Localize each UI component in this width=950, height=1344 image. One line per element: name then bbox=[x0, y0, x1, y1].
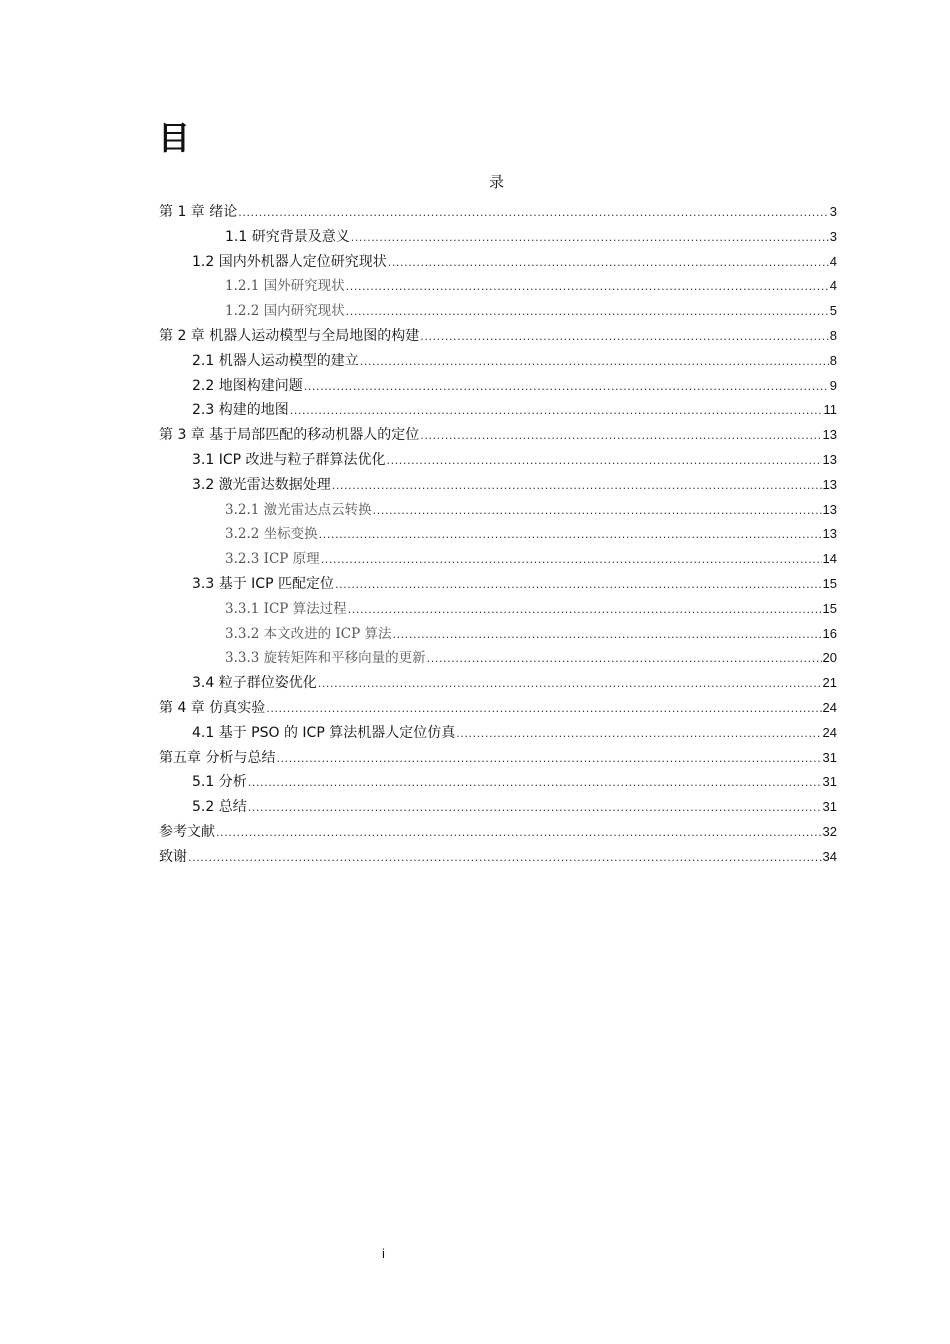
toc-entry-page-number: 11 bbox=[823, 402, 837, 418]
toc-dot-leader bbox=[335, 573, 822, 598]
toc-dot-leader bbox=[332, 474, 822, 499]
toc-entry-label: 2.3 构建的地图 bbox=[192, 402, 289, 419]
toc-entry[interactable] bbox=[159, 547, 837, 572]
toc-entry-label: 1.2.2 国内研究现状 bbox=[225, 303, 345, 320]
toc-entry-label: 1.2 国内外机器人定位研究现状 bbox=[192, 253, 387, 270]
toc-entry[interactable] bbox=[159, 374, 837, 399]
toc-entry-label: 2.1 机器人运动模型的建立 bbox=[192, 352, 359, 369]
toc-entry-label: 3.3.3 旋转矩阵和平移向量的更新 bbox=[225, 650, 426, 667]
toc-entry[interactable] bbox=[159, 423, 837, 448]
toc-entry-label: 3.2.2 坐标变换 bbox=[225, 526, 318, 543]
toc-entry[interactable] bbox=[159, 770, 837, 795]
toc-entry-label: 1.2.1 国外研究现状 bbox=[225, 278, 345, 295]
toc-dot-leader bbox=[321, 548, 822, 573]
toc-entry-page-number: 31 bbox=[822, 749, 837, 765]
toc-entry[interactable] bbox=[159, 274, 837, 299]
toc-entry-page-number: 31 bbox=[822, 799, 837, 815]
toc-entry-label: 3.2 激光雷达数据处理 bbox=[192, 476, 331, 493]
toc-entry-page-number: 32 bbox=[822, 823, 837, 839]
toc-dot-leader bbox=[319, 523, 822, 548]
toc-dot-leader bbox=[388, 251, 829, 276]
toc-entry-label: 3.3.2 本文改进的 ICP 算法 bbox=[225, 625, 392, 642]
toc-entry-label: 3.3 基于 ICP 匹配定位 bbox=[192, 575, 334, 592]
toc-entry[interactable] bbox=[159, 646, 837, 671]
toc-title-main: 目 bbox=[158, 119, 191, 157]
toc-entry[interactable] bbox=[159, 448, 837, 473]
toc-entry-page-number: 16 bbox=[822, 625, 837, 641]
toc-dot-leader bbox=[266, 697, 821, 722]
toc-entry[interactable] bbox=[159, 746, 837, 771]
toc-entry-page-number: 4 bbox=[829, 253, 837, 269]
toc-dot-leader bbox=[420, 424, 821, 449]
toc-dot-leader bbox=[346, 300, 829, 325]
toc-entry-page-number: 5 bbox=[829, 303, 837, 319]
toc-dot-leader bbox=[387, 449, 822, 474]
toc-entry[interactable] bbox=[159, 200, 837, 225]
toc-dot-leader bbox=[188, 846, 822, 871]
toc-entry-label: 4.1 基于 PSO 的 ICP 算法机器人定位仿真 bbox=[192, 724, 456, 741]
toc-dot-leader bbox=[420, 325, 829, 350]
toc-dot-leader bbox=[248, 771, 822, 796]
toc-entry-page-number: 8 bbox=[829, 352, 837, 368]
toc-title-sub: 录 bbox=[489, 173, 505, 191]
toc-entry-page-number: 21 bbox=[822, 675, 837, 691]
toc-entry-page-number: 14 bbox=[822, 551, 837, 567]
toc-entry-page-number: 20 bbox=[822, 650, 837, 666]
toc-entry-label: 3.2.1 激光雷达点云转换 bbox=[225, 501, 372, 518]
toc-entry[interactable] bbox=[159, 820, 837, 845]
toc-entry-page-number: 13 bbox=[822, 501, 837, 517]
toc-entry-label: 第 1 章 绪论 bbox=[159, 204, 238, 220]
toc-entry[interactable] bbox=[159, 349, 837, 374]
toc-dot-leader bbox=[238, 201, 829, 226]
toc-entry-label: 致谢 bbox=[159, 848, 187, 865]
toc-entry-page-number: 4 bbox=[829, 278, 837, 294]
toc-dot-leader bbox=[373, 499, 822, 524]
toc-entry-label: 5.2 总结 bbox=[192, 799, 247, 816]
toc-entry-page-number: 13 bbox=[822, 476, 837, 492]
toc-dot-leader bbox=[346, 275, 829, 300]
toc-dot-leader bbox=[351, 226, 829, 251]
toc-dot-leader bbox=[276, 747, 821, 772]
toc-entry[interactable] bbox=[159, 671, 837, 696]
toc-entry-page-number: 13 bbox=[822, 427, 837, 443]
toc-dot-leader bbox=[290, 399, 823, 424]
toc-dot-leader bbox=[304, 375, 829, 400]
toc-entry-label: 3.2.3 ICP 原理 bbox=[225, 551, 320, 568]
toc-dot-leader bbox=[427, 647, 822, 672]
toc-entry-page-number: 3 bbox=[829, 228, 837, 244]
toc-entry-label: 3.4 粒子群位姿优化 bbox=[192, 675, 317, 692]
toc-entry-label: 第 3 章 基于局部匹配的移动机器人的定位 bbox=[159, 427, 420, 444]
toc-entry[interactable] bbox=[159, 572, 837, 597]
toc-entry-page-number: 3 bbox=[829, 204, 837, 219]
toc-entry-label: 3.3.1 ICP 算法过程 bbox=[225, 600, 347, 617]
toc-entry-page-number: 34 bbox=[822, 848, 837, 864]
table-of-contents bbox=[159, 200, 837, 870]
toc-entry-page-number: 8 bbox=[829, 327, 837, 343]
toc-dot-leader bbox=[248, 796, 822, 821]
toc-entry-page-number: 15 bbox=[822, 600, 837, 616]
toc-entry[interactable] bbox=[159, 225, 837, 250]
page-number: i bbox=[382, 1246, 385, 1261]
toc-entry-label: 5.1 分析 bbox=[192, 774, 247, 791]
toc-entry[interactable] bbox=[159, 622, 837, 647]
toc-entry-label: 第五章 分析与总结 bbox=[159, 749, 276, 766]
toc-dot-leader bbox=[216, 821, 822, 846]
toc-entry-page-number: 13 bbox=[822, 526, 837, 542]
toc-entry[interactable] bbox=[159, 324, 837, 349]
toc-entry-label: 第 2 章 机器人运动模型与全局地图的构建 bbox=[159, 327, 420, 344]
toc-entry-page-number: 31 bbox=[822, 774, 837, 790]
toc-entry[interactable] bbox=[159, 522, 837, 547]
toc-entry[interactable] bbox=[159, 721, 837, 746]
toc-entry[interactable] bbox=[159, 250, 837, 275]
toc-entry[interactable] bbox=[159, 845, 837, 870]
toc-entry-label: 1.1 研究背景及意义 bbox=[225, 228, 350, 245]
toc-dot-leader bbox=[456, 722, 821, 747]
toc-dot-leader bbox=[392, 623, 821, 648]
toc-dot-leader bbox=[318, 672, 822, 697]
toc-entry[interactable] bbox=[159, 597, 837, 622]
toc-entry[interactable] bbox=[159, 696, 837, 721]
toc-entry-page-number: 15 bbox=[822, 575, 837, 591]
toc-entry-page-number: 24 bbox=[822, 699, 837, 715]
toc-entry-page-number: 9 bbox=[829, 377, 837, 393]
toc-entry-label: 2.2 地图构建问题 bbox=[192, 377, 303, 394]
toc-dot-leader bbox=[348, 598, 822, 623]
toc-entry[interactable] bbox=[159, 498, 837, 523]
toc-entry[interactable] bbox=[159, 795, 837, 820]
toc-dot-leader bbox=[360, 350, 829, 375]
toc-entry-label: 3.1 ICP 改进与粒子群算法优化 bbox=[192, 451, 386, 468]
toc-entry-page-number: 24 bbox=[822, 724, 837, 740]
toc-entry[interactable] bbox=[159, 299, 837, 324]
toc-entry-label: 参考文献 bbox=[159, 823, 215, 840]
toc-entry-label: 第 4 章 仿真实验 bbox=[159, 699, 266, 716]
toc-entry-page-number: 13 bbox=[822, 451, 837, 467]
toc-entry[interactable] bbox=[159, 398, 837, 423]
toc-entry[interactable] bbox=[159, 473, 837, 498]
